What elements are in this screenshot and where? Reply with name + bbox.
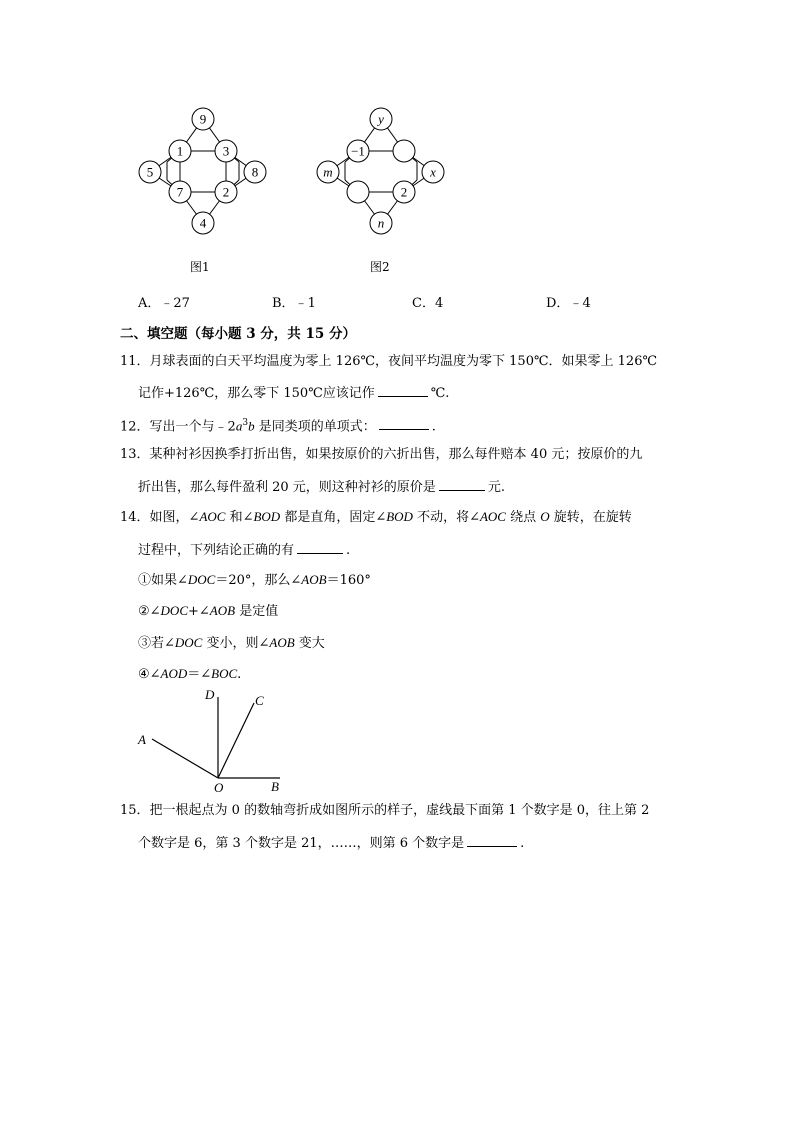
angle-diagram — [130, 685, 290, 795]
q14-aoc: AOC — [479, 509, 506, 524]
q14-o: O — [540, 509, 550, 524]
q14-text: ②∠ — [138, 604, 161, 619]
option-value: 4 — [434, 296, 444, 311]
ray-oa — [152, 739, 218, 778]
q14-aod: AOD — [160, 666, 188, 681]
label-b: B — [271, 779, 279, 794]
label-a: A — [138, 732, 146, 747]
q12-text: 12．写出一个与﹣2 — [120, 419, 236, 435]
q14-line2 — [138, 540, 350, 560]
q11-line1: 11．月球表面的白天平均温度为零上 126℃，夜间平均温度为零下 150℃．如果零上 126℃ — [120, 354, 658, 369]
answer-blank — [439, 477, 485, 491]
q14-bod: BOD — [253, 509, 281, 524]
fig2-label-bottom: n — [377, 215, 385, 231]
label-c: C — [255, 693, 264, 708]
label-d: D — [205, 687, 215, 702]
q14-text: ③若∠ — [138, 636, 175, 651]
answer-blank — [379, 416, 429, 430]
q14-bod: BOD — [386, 509, 413, 524]
q14-text: 和∠ — [225, 510, 254, 525]
q14-text: ＝160° — [326, 573, 371, 588]
fig2-label-lr: 2 — [400, 184, 408, 200]
q14-text: 绕点 — [505, 510, 541, 525]
q12-exponent: 3 — [242, 418, 249, 428]
q14-choice-2 — [138, 602, 278, 621]
q14-doc: DOC — [187, 572, 216, 587]
q12-var-b: b — [248, 418, 255, 434]
fig1-label-bottom: 4 — [199, 215, 207, 231]
q14-text: +∠ — [188, 604, 210, 619]
option-label: A． — [138, 296, 161, 311]
option-label: B． — [272, 296, 295, 311]
option-value: ﹣1 — [294, 296, 316, 311]
q10-option-a — [138, 292, 190, 311]
fig1-label-lr: 2 — [222, 184, 230, 200]
q14-text: 不动，将∠ — [412, 510, 480, 525]
q14-choice-1 — [138, 571, 371, 590]
fig1-label-right: 8 — [251, 164, 259, 180]
q14-text: 是定值 — [235, 604, 279, 619]
q15-end: . — [520, 836, 525, 851]
fig2-node-ll — [347, 181, 369, 203]
q11-unit: ℃. — [430, 386, 450, 401]
q14-boc: BOC — [211, 666, 238, 681]
q14-aob: AOB — [209, 603, 236, 618]
q14-aob: AOB — [269, 635, 295, 650]
q14-text: 变大 — [294, 636, 325, 651]
fig1-label-ur: 3 — [222, 143, 230, 159]
fig1-label-left: 5 — [146, 164, 154, 180]
section-title: 二、填空题（每小题 3 分，共 15 分） — [120, 326, 356, 342]
q14-text: 旋转，在旋转 — [549, 510, 632, 525]
q14-choice-3 — [138, 634, 325, 653]
q14-text: ＝20°，那么∠ — [215, 573, 302, 588]
q14-text: ①如果∠ — [138, 573, 188, 588]
q14-text: ④∠ — [138, 667, 161, 682]
q14-choice-4 — [138, 665, 241, 684]
q15-line2 — [138, 833, 524, 853]
q10-option-c — [412, 292, 443, 311]
q14-text: 过程中，下列结论正确的有 — [138, 543, 295, 558]
q14-text: . — [237, 667, 242, 682]
fig2-label-right: x — [430, 164, 436, 180]
q12-var-a: a — [235, 418, 243, 434]
q13-line2 — [138, 477, 505, 497]
q14-text: ＝∠ — [187, 667, 212, 682]
figure-1 — [130, 100, 280, 240]
q13-unit: 元. — [487, 480, 505, 495]
q13-text: 折出售，那么每件盈利 20 元，则这种衬衫的原价是 — [138, 480, 436, 495]
answer-blank — [297, 540, 343, 554]
q14-text: 14．如图，∠ — [120, 510, 200, 525]
q14-line1 — [120, 508, 632, 527]
q11-line2 — [138, 383, 449, 403]
figure-1-caption: 图1 — [190, 260, 210, 274]
label-o: O — [214, 780, 224, 795]
q14-aob: AOB — [301, 572, 327, 587]
answer-blank — [378, 383, 428, 397]
option-label: D． — [546, 296, 570, 311]
q12-text-2: 是同类项的单项式： — [254, 419, 376, 435]
q14-end: . — [346, 543, 351, 558]
q10-option-d — [546, 292, 591, 311]
option-label: C． — [412, 296, 435, 311]
figure-2-caption: 图2 — [370, 260, 390, 274]
q14-text: 都是直角，固定∠ — [280, 510, 387, 525]
q10-option-b — [272, 292, 316, 311]
option-value: ﹣4 — [569, 296, 591, 311]
q12-end: . — [431, 419, 436, 435]
q14-doc: DOC — [160, 603, 188, 618]
q13-line1: 13．某种衬衫因换季打折出售，如果按原价的六折出售，那么每件赔本 40 元；按原价的九 — [120, 447, 643, 462]
q11-text: 记作+126℃，那么零下 150℃应该记作 — [138, 386, 375, 401]
option-value: ﹣27 — [160, 296, 190, 311]
fig1-label-top: 9 — [199, 111, 207, 127]
answer-blank — [467, 833, 517, 847]
ray-oc — [218, 703, 254, 778]
q15-line1: 15．把一根起点为 0 的数轴弯折成如图所示的样子，虚线最下面第 1 个数字是 0，往上第 2 — [120, 803, 650, 818]
q14-doc: DOC — [174, 635, 203, 650]
fig2-node-ur — [393, 140, 415, 162]
figure-2 — [308, 100, 458, 240]
fig2-label-ul: −1 — [351, 143, 365, 159]
fig1-label-ll: 7 — [176, 184, 184, 200]
q14-aoc: AOC — [199, 509, 226, 524]
q15-text: 个数字是 6，第 3 个数字是 21，……，则第 6 个数字是 — [138, 836, 465, 851]
fig2-label-left: m — [323, 164, 333, 180]
fig2-label-top: y — [378, 111, 384, 127]
fig1-label-ul: 1 — [176, 143, 184, 159]
q12-line — [120, 414, 436, 436]
q14-text: 变小，则∠ — [202, 636, 270, 651]
